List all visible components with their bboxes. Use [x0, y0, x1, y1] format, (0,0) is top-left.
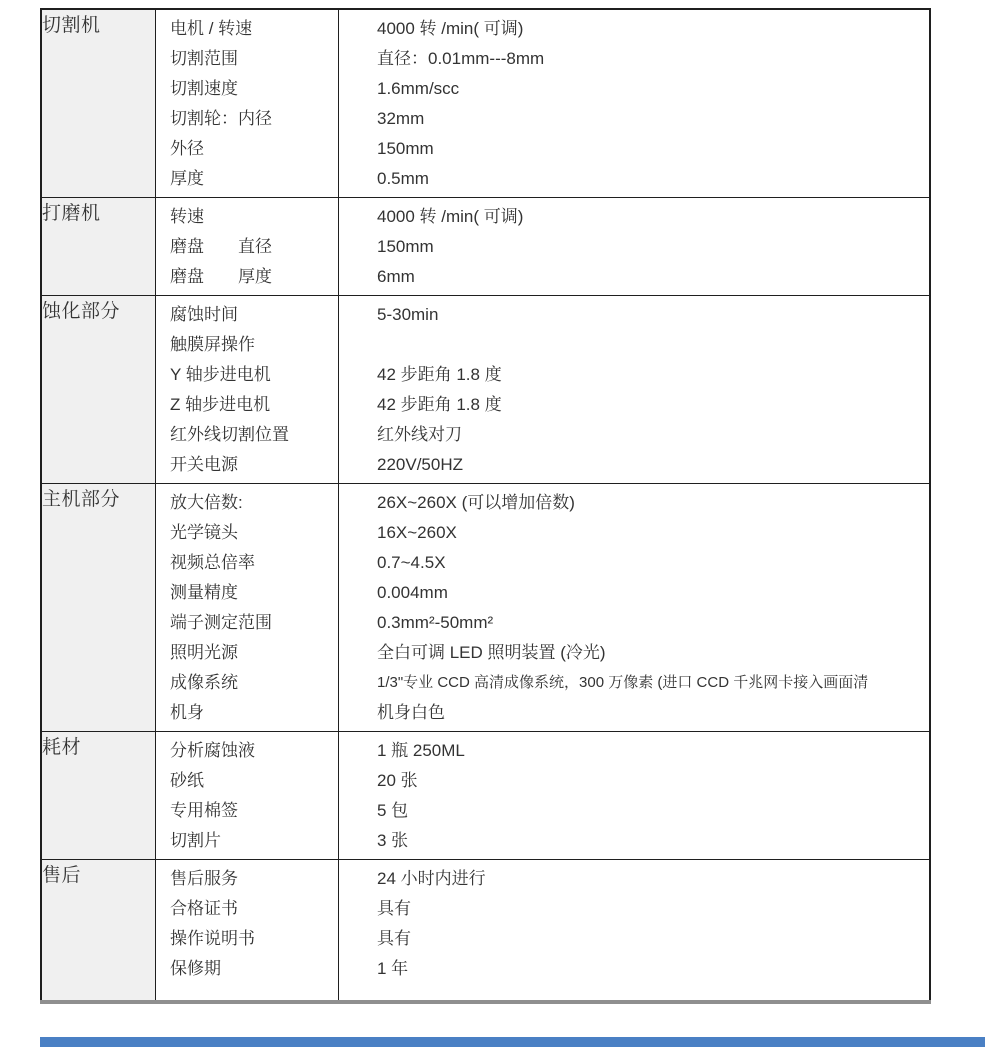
spec-value: 150mm: [377, 139, 434, 158]
spec-label: 切割范围: [170, 49, 238, 68]
spec-label: 成像系统: [170, 673, 238, 692]
spec-value: 4000 转 /min( 可调): [377, 19, 524, 38]
category-cell: 打磨机: [41, 198, 156, 296]
values-cell: [339, 9, 931, 198]
spec-label: 专用棉签: [170, 801, 238, 820]
spec-label: 红外线切割位置: [170, 425, 289, 444]
spec-label: 腐蚀时间: [170, 305, 238, 324]
values-cell: [339, 198, 931, 296]
spec-label: 磨盘 直径: [170, 237, 272, 256]
spec-value: 42 步距角 1.8 度: [377, 365, 502, 384]
spec-label: 分析腐蚀液: [170, 741, 255, 760]
spec-value: [377, 330, 929, 360]
spec-label: 机身: [170, 703, 204, 722]
spec-value: 1 瓶 250ML: [377, 741, 465, 760]
spec-section-row: [41, 484, 930, 732]
spec-value: 机身白色: [377, 703, 445, 722]
spec-label: 电机 / 转速: [170, 19, 253, 38]
spec-section-row: [41, 9, 930, 198]
category-cell: 主机部分: [41, 484, 156, 732]
spec-value: 红外线对刀: [377, 425, 462, 444]
values-cell: [339, 732, 931, 860]
spec-label: 切割轮：内径: [170, 109, 272, 128]
spec-value: 3 张: [377, 831, 409, 850]
spec-label: 砂纸: [170, 771, 204, 790]
spec-label: 外径: [170, 139, 204, 158]
spec-value: 0.3mm²-50mm²: [377, 613, 494, 632]
spec-value: 具有: [377, 929, 411, 948]
labels-cell: [156, 9, 339, 198]
spec-label: 测量精度: [170, 583, 238, 602]
spec-value: 16X~260X: [377, 523, 457, 542]
spec-value: 5-30min: [377, 305, 439, 324]
spec-value: 6mm: [377, 267, 415, 286]
spec-value: 具有: [377, 899, 411, 918]
spec-value: 26X~260X (可以增加倍数): [377, 493, 575, 512]
labels-cell: [156, 484, 339, 732]
spec-label: 放大倍数:: [170, 493, 243, 512]
spec-label: 售后服务: [170, 869, 238, 888]
spec-label: 视频总倍率: [170, 553, 255, 572]
values-cell: [339, 484, 931, 732]
values-cell: [339, 296, 931, 484]
spec-value: 0.004mm: [377, 583, 448, 602]
category-cell: 切割机: [41, 9, 156, 198]
lines-stack: [156, 484, 338, 731]
spec-value: 0.7~4.5X: [377, 553, 446, 572]
spec-value: 220V/50HZ: [377, 455, 463, 474]
spec-label: 触膜屏操作: [170, 335, 255, 354]
labels-cell: [156, 732, 339, 860]
category-cell: 蚀化部分: [41, 296, 156, 484]
labels-cell: [156, 296, 339, 484]
spec-value: 5 包: [377, 801, 409, 820]
spec-section-row: [41, 296, 930, 484]
spec-label: 操作说明书: [170, 929, 255, 948]
spec-value: 4000 转 /min( 可调): [377, 207, 524, 226]
lines-stack: [156, 10, 338, 197]
spec-label: 开关电源: [170, 455, 238, 474]
lines-stack: [156, 732, 338, 859]
lines-stack: [339, 198, 929, 295]
spec-value: 1/3"专业 CCD 高清成像系统，300 万像素 (进口 CCD 千兆网卡接入画面清: [377, 674, 869, 691]
spec-label: Y 轴步进电机: [170, 365, 271, 384]
spec-label: 切割速度: [170, 79, 238, 98]
spec-label: 转速: [170, 207, 204, 226]
spec-label: 照明光源: [170, 643, 238, 662]
spec-value: 直径：0.01mm---8mm: [377, 49, 545, 68]
spec-label: 切割片: [170, 831, 221, 850]
spec-label: 厚度: [170, 169, 204, 188]
spec-label: 光学镜头: [170, 523, 238, 542]
spec-value: 1.6mm/scc: [377, 79, 460, 98]
values-cell: [339, 860, 931, 1003]
spec-section-row: [41, 860, 930, 1003]
labels-cell: [156, 860, 339, 1003]
category-cell: 售后: [41, 860, 156, 1003]
lines-stack: [156, 198, 338, 295]
spec-value: 1 年: [377, 959, 409, 978]
lines-stack: [339, 860, 929, 1000]
spec-label: 磨盘 厚度: [170, 267, 272, 286]
spec-section-row: [41, 198, 930, 296]
spec-value: 20 张: [377, 771, 418, 790]
spec-value: 24 小时内进行: [377, 869, 486, 888]
lines-stack: [339, 296, 929, 483]
spec-table-body: [41, 9, 930, 1002]
lines-stack: [339, 10, 929, 197]
spec-section-row: [41, 732, 930, 860]
lines-stack: [156, 860, 338, 1000]
lines-stack: [339, 484, 929, 731]
labels-cell: [156, 198, 339, 296]
spec-value: 150mm: [377, 237, 434, 256]
spec-value: 全白可调 LED 照明装置 (冷光): [377, 643, 606, 662]
spec-label: 保修期: [170, 959, 221, 978]
spec-label: 端子测定范围: [170, 613, 272, 632]
spec-value: 0.5mm: [377, 169, 429, 188]
spec-label: 合格证书: [170, 899, 238, 918]
spec-value: 42 步距角 1.8 度: [377, 395, 502, 414]
lines-stack: [156, 296, 338, 483]
bottom-accent-bar: [40, 1037, 985, 1047]
category-cell: 耗材: [41, 732, 156, 860]
spec-label: Z 轴步进电机: [170, 395, 271, 414]
lines-stack: [339, 732, 929, 859]
spec-value: 32mm: [377, 109, 425, 128]
spec-table: [40, 8, 931, 1004]
